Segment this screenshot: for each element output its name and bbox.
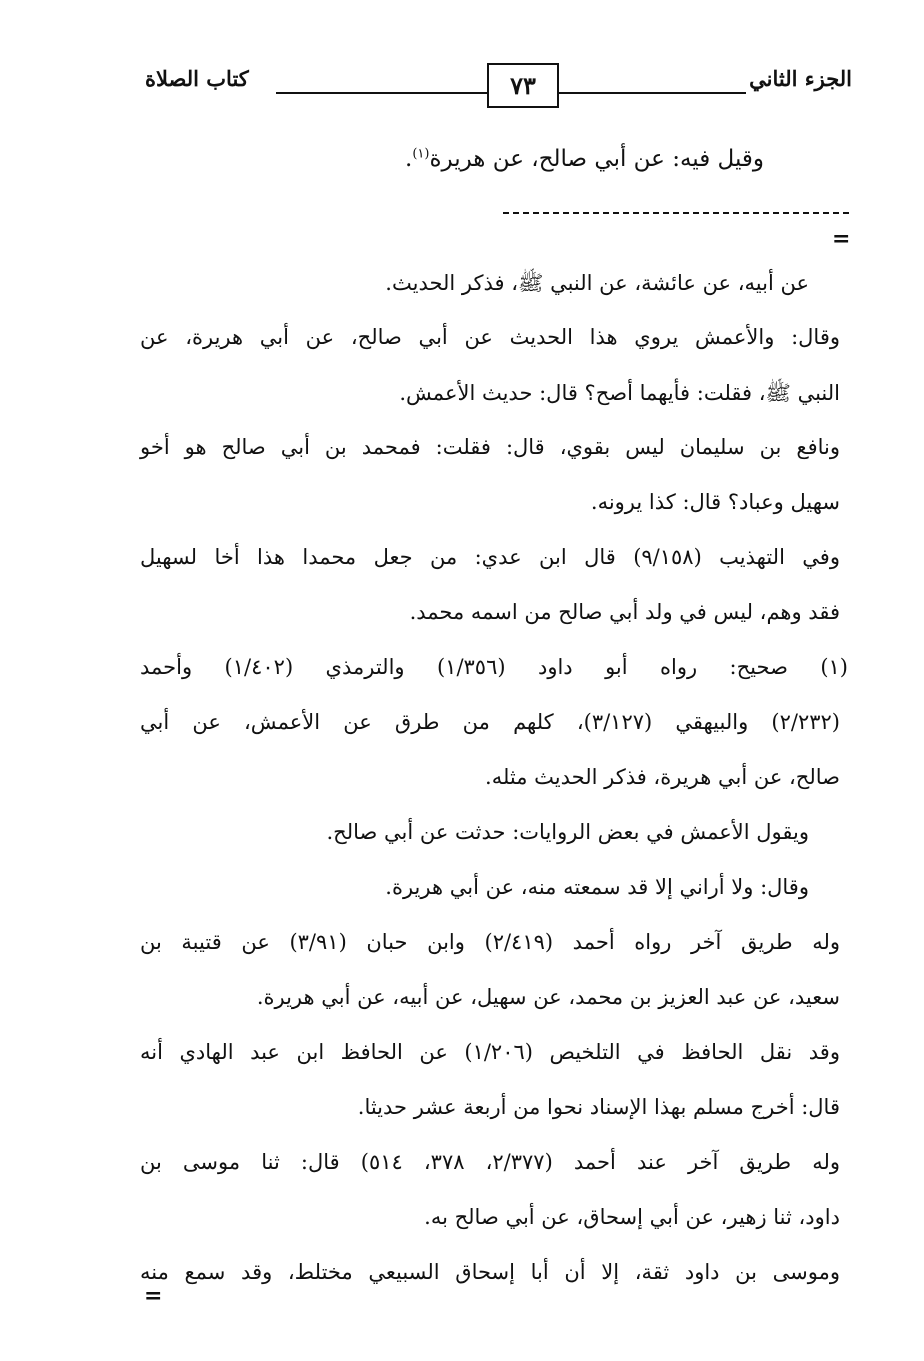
footnote-line: عن أبيه، عن عائشة، عن النبي ﷺ، فذكر الحديث. [385, 271, 809, 295]
footnote-divider [503, 212, 849, 214]
footnote-line: سعيد، عن عبد العزيز بن محمد، عن سهيل، عن أبيه، عن أبي هريرة. [256, 985, 840, 1009]
book-title: كتاب الصلاة [145, 66, 249, 91]
footnote-line: وقد نقل الحافظ في التلخيص (١/٢٠٦) عن الحافظ ابن عبد الهادي أنه [140, 1040, 840, 1064]
footnote-line: سهيل وعباد؟ قال: كذا يرونه. [590, 490, 840, 514]
footnote-line: فقد وهم، ليس في ولد أبي صالح من اسمه محمد. [409, 600, 840, 624]
footnote-line: وله طريق آخر رواه أحمد (٢/٤١٩) وابن حبان (٣/٩١) عن قتيبة بن [140, 930, 841, 954]
footnote-line: وفي التهذيب (٩/١٥٨) قال ابن عدي: من جعل محمدا هذا أخا لسهيل [140, 545, 840, 569]
footnote-line: وقال: ولا أراني إلا قد سمعته منه، عن أبي هريرة. [385, 875, 809, 899]
continuation-mark-bottom: = [144, 1283, 163, 1309]
footnote-line: وموسى بن داود ثقة، إلا أن أبا إسحاق السبيعي مختلط، وقد سمع منه [140, 1260, 840, 1284]
header-rule-left [276, 92, 487, 94]
main-text: وقيل فيه: عن أبي صالح، عن هريرة [429, 146, 764, 172]
volume-label: الجزء الثاني [749, 66, 852, 91]
footnote-line: صالح، عن أبي هريرة، فذكر الحديث مثله. [485, 765, 840, 789]
footnote-line: وقال: والأعمش يروي هذا الحديث عن أبي صالح، عن أبي هريرة، عن [140, 325, 840, 349]
footnote-line: (٢/٢٣٢) والبيهقي (٣/١٢٧)، كلهم من طرق عن الأعمش، عن أبي [140, 710, 840, 734]
header-rule-right [559, 92, 746, 94]
footnote-line: ويقول الأعمش في بعض الروايات: حدثت عن أبي صالح. [326, 820, 809, 844]
footnote-line: (١) صحيح: رواه أبو داود (١/٣٥٦) والترمذي (١/٤٠٢) وأحمد [140, 655, 848, 679]
footnote-line: قال: أخرج مسلم بهذا الإسناد نحوا من أربعة عشر حديثا. [357, 1095, 840, 1119]
main-text-line [405, 146, 764, 172]
footnote-line: داود، ثنا زهير، عن أبي إسحاق، عن أبي صالح به. [424, 1205, 840, 1229]
main-text-end: . [405, 146, 413, 172]
footnote-line: وله طريق آخر عند أحمد (٢/٣٧٧، ٣٧٨، ٥١٤) قال: ثنا موسى بن [140, 1150, 840, 1174]
continuation-mark-top: = [832, 226, 851, 252]
page-number-box [487, 63, 559, 108]
footnote-line: ونافع بن سليمان ليس بقوي، قال: فقلت: فمحمد بن أبي صالح هو أخو [140, 435, 840, 459]
footnote-line: النبي ﷺ، فقلت: فأيهما أصح؟ قال: حديث الأعمش. [399, 381, 840, 405]
footnote-reference: (١) [412, 146, 430, 162]
page-number: ٧٣ [510, 71, 536, 100]
